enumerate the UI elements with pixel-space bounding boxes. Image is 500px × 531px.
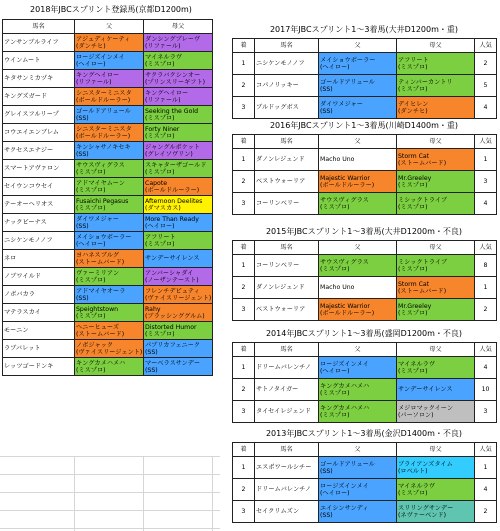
rank-cell: 1 [233,457,255,479]
sheet-gridline [0,528,220,529]
header-sire: 父 [319,343,397,357]
rank-cell: 2 [233,277,255,299]
sire-cell: Macho Uno [319,277,397,299]
header-rank: 着 [233,39,255,53]
sire-cell: ロージズインメイ (ヘイロー) [319,479,397,501]
sire-cell: Majestic Warrior (ボールドルーラー) [319,299,397,321]
table-row [3,340,213,358]
sheet-gridline [0,474,220,475]
header-horse: 馬名 [3,20,75,34]
rank-cell: 2 [233,171,255,193]
sire-cell: メイショウボーラー (ヘイロー) [75,232,144,250]
table-row [3,52,213,70]
popularity-cell: 1 [475,457,497,479]
sire-cell: ヴァーミリアン (ミスプロ) [75,268,144,286]
horse-name-cell: キングズガード [3,88,75,106]
table-row [233,255,497,277]
table-row [233,277,497,299]
dam-sire-cell: ティンバーカントリ (ミスプロ) [397,75,475,97]
horse-name-cell: ラブバレット [3,340,75,358]
horse-name-cell: セイウンコウセイ [3,178,75,196]
rank-cell: 2 [233,75,255,97]
dam-sire-cell: メジロマックイーン (パーソロン) [397,401,475,423]
header-dam-sire: 母父 [397,343,475,357]
popularity-cell: 8 [475,255,497,277]
sire-cell: アドマイヤオーラ (SS) [75,286,144,304]
horse-name-cell: グレイスフルリープ [3,106,75,124]
horse-name-cell: エスポワールシチー [255,457,319,479]
sire-cell: サウスヴィグラス (ミスプロ) [319,193,397,215]
popularity-cell: 2 [475,53,497,75]
horse-name-cell: コウエイエンブレム [3,124,75,142]
rank-cell: 3 [233,501,255,523]
horse-name-cell: テーオーヘリオス [3,196,75,214]
popularity-cell: 4 [475,193,497,215]
sire-cell: サウスヴィグラス (ミスプロ) [319,255,397,277]
sire-cell: ダイワメジャー (SS) [319,97,397,119]
table-header-row [233,39,497,53]
results-table [232,240,497,321]
horse-name-cell: キタサンミカヅキ [3,70,75,88]
table-row [233,457,497,479]
table-row [3,232,213,250]
header-sire: 父 [319,443,397,457]
table-row [3,124,213,142]
sire-cell: シニスターミニスタ (ボールドルーラー) [75,124,144,142]
header-horse: 馬名 [255,135,319,149]
results-table [232,134,497,215]
rank-cell: 1 [233,255,255,277]
sire-cell: キングカメハメハ (ミスプロ) [75,358,144,376]
results-caption: 2015年JBCスプリント1〜3着馬(大井D1200m・不良) [265,227,463,236]
table-row [3,142,213,160]
table-row [3,178,213,196]
horse-name-cell: マテラスカイ [3,304,75,322]
horse-name-cell: ブルドッグボス [255,97,319,119]
table-row [233,53,497,75]
horse-name-cell: セイクリムズン [255,501,319,523]
table-row [233,401,497,423]
sire-cell: ヨハネスブルグ (ストームバード) [75,250,144,268]
table-row [3,106,213,124]
horse-name-cell: ニシケンモノノフ [255,53,319,75]
sheet-gridline [143,456,144,531]
sire-cell: シニスターミニスタ (ボールドルーラー) [75,88,144,106]
sire-cell: ロージズインメイ (ヘイロー) [319,357,397,379]
table-row [233,75,497,97]
sire-cell: キングカメハメハ (ミスプロ) [319,401,397,423]
sire-cell: ダイワメジャー (SS) [75,214,144,232]
sire-cell: Speightstown (ミスプロ) [75,304,144,322]
horse-name-cell: レッツゴードンキ [3,358,75,376]
rank-cell: 2 [233,479,255,501]
header-horse: 馬名 [255,443,319,457]
popularity-cell: 3 [475,171,497,193]
table-row [3,214,213,232]
header-rank: 着 [233,343,255,357]
horse-name-cell: ノボバカラ [3,286,75,304]
sheet-gridline [0,510,220,511]
table-row [233,357,497,379]
sire-cell: Fusaichi Pegasus (ミスプロ) [75,196,144,214]
rank-cell: 3 [233,97,255,119]
main-table-caption: 2018年JBCスプリント登録馬(京都D1200m) [30,5,192,14]
table-row [3,358,213,376]
horse-name-cell: ベストウォーリア [255,171,319,193]
popularity-cell: 10 [475,379,497,401]
header-horse: 馬名 [255,241,319,255]
table-header-row [233,135,497,149]
dam-sire-cell: ミシックトライブ (ミスプロ) [397,255,475,277]
dam-sire-cell: Seeking the Gold (ミスプロ) [144,106,213,124]
header-popularity: 人気 [475,241,497,255]
horse-name-cell: ベストウォーリア [255,299,319,321]
horse-name-cell: ドリームバレンチノ [255,357,319,379]
table-header-row [233,241,497,255]
sire-cell: Macho Uno [319,149,397,171]
registered-horses-table [2,19,213,376]
header-popularity: 人気 [475,443,497,457]
horse-name-cell: ノブワイルド [3,268,75,286]
dam-sire-cell: Storm Cat (ストームバード) [397,277,475,299]
dam-sire-cell: Mr.Greeley (ミスプロ) [397,299,475,321]
table-row [3,34,213,52]
table-row [233,171,497,193]
sheet-gridline [74,456,75,531]
horse-name-cell: サトノタイガー [255,379,319,401]
table-row [233,97,497,119]
table-row [3,304,213,322]
table-header-row [233,343,497,357]
horse-name-cell: コパノリッキー [255,75,319,97]
horse-name-cell: ダノンレジェンド [255,277,319,299]
dam-sire-cell: Distorted Humor (ミスプロ) [144,322,213,340]
table-row [3,88,213,106]
horse-name-cell: ドリームバレンチノ [255,479,319,501]
dam-sire-cell: More Than Ready (ヘイロー) [144,214,213,232]
horse-name-cell: アンサンブルライフ [3,34,75,52]
dam-sire-cell: ブライアンズタイム (ロベルト) [397,457,475,479]
header-sire: 父 [319,241,397,255]
sire-cell: サウスヴィグラス (ミスプロ) [75,160,144,178]
header-horse: 馬名 [255,343,319,357]
popularity-cell: 2 [475,299,497,321]
results-table [232,442,497,523]
dam-sire-cell: Rahy (ブラッシンググルム) [144,304,213,322]
rank-cell: 3 [233,401,255,423]
dam-sire-cell: サンデーサイレンス [144,250,213,268]
dam-sire-cell: マイネルラヴ (ミスプロ) [397,479,475,501]
dam-sire-cell: Forty Niner (ミスプロ) [144,124,213,142]
sheet-gridline [0,456,220,457]
dam-sire-cell: アンバーシャダイ (ノーザンテースト) [144,268,213,286]
sire-cell: ゴールドアリュール (SS) [319,75,397,97]
table-header-row [233,443,497,457]
sire-cell: ノボジャック (ヴァイスリージェント) [76,341,143,356]
dam-sire-cell: Capote (ボールドルーラー) [144,178,213,196]
sire-cell: キングカメハメハ (ミスプロ) [319,379,397,401]
header-popularity: 人気 [475,343,497,357]
dam-sire-cell: Mr.Greeley (ミスプロ) [397,171,475,193]
results-caption: 2016年JBCスプリント1〜3着馬(川崎D1400m・重) [269,121,459,130]
sheet-gridline [212,456,213,531]
header-popularity: 人気 [475,135,497,149]
dam-sire-cell: サンデーサイレンス [397,379,475,401]
results-caption: 2017年JBCスプリント1〜3着馬(大井D1200m・重) [269,25,459,34]
sire-cell: ゴールドアリュール (SS) [75,106,144,124]
header-sire: 父 [319,39,397,53]
table-row [233,479,497,501]
table-header-row [3,20,213,34]
horse-name-cell: ダノンレジェンド [255,149,319,171]
dam-sire-cell: サクラバクシンオー (プリンスリーギフト) [144,70,213,88]
dam-sire-cell: パブリカフェニーク (SS) [144,340,213,358]
sheet-gridline [0,492,220,493]
horse-name-cell: モーニン [3,322,75,340]
dam-sire-cell: アフリート (ミスプロ) [144,232,213,250]
table-row [3,160,213,178]
results-table [232,38,497,119]
dam-sire-cell: デイヒレン (ダンチヒ) [397,97,475,119]
popularity-cell: 3 [475,401,497,423]
sire-cell: アジュディケーティ (ダンチヒ) [75,34,144,52]
rank-cell: 2 [233,379,255,401]
dam-sire-cell: アフリート (ミスプロ) [397,53,475,75]
header-sire: 父 [319,135,397,149]
header-dam-sire: 母父 [144,20,213,34]
table-row [233,149,497,171]
rank-cell: 3 [233,193,255,215]
rank-cell: 3 [233,299,255,321]
header-dam-sire: 母父 [397,39,475,53]
table-row [3,286,213,304]
horse-name-cell: サクセスエナジー [3,142,75,160]
horse-name-cell: コーリンベリー [255,255,319,277]
popularity-cell: 4 [475,97,497,119]
dam-sire-cell: フレンチデピュティ (ヴァイスリージェント) [145,287,212,302]
dam-sire-cell: ジャングルポケット (グレイソヴリン) [144,142,213,160]
table-row [3,250,213,268]
sire-cell: メイショウボーラー (ヘイロー) [319,53,397,75]
results-caption: 2014年JBCスプリント1〜3着馬(盛岡D1200m・不良) [265,329,463,338]
popularity-cell: 1 [475,277,497,299]
header-sire: 父 [75,20,144,34]
sire-cell: キングヘイロー (リファール) [75,70,144,88]
dam-sire-cell: ミシックトライブ (ミスプロ) [397,193,475,215]
popularity-cell: 4 [475,357,497,379]
table-row [3,268,213,286]
rank-cell: 1 [233,53,255,75]
horse-name-cell: ネロ [3,250,75,268]
header-dam-sire: 母父 [397,135,475,149]
table-row [3,70,213,88]
header-rank: 着 [233,241,255,255]
table-row [3,196,213,214]
popularity-cell: 1 [475,149,497,171]
dam-sire-cell: マイネルラヴ (ミスプロ) [144,52,213,70]
dam-sire-cell: Afternoon Deelites (ダマスカス) [144,196,213,214]
sire-cell: アドマイヤムーン (ミスプロ) [75,178,144,196]
sire-cell: エイシンサンディ (SS) [319,501,397,523]
dam-sire-cell: Storm Cat (ストームバード) [397,149,475,171]
table-row [3,322,213,340]
dam-sire-cell: キングヘイロー (リファール) [144,88,213,106]
header-dam-sire: 母父 [397,443,475,457]
header-horse: 馬名 [255,39,319,53]
table-row [233,501,497,523]
header-rank: 着 [233,135,255,149]
popularity-cell: 4 [475,479,497,501]
dam-sire-cell: マイネルラヴ (ミスプロ) [397,357,475,379]
sire-cell: ゴールドアリュール (SS) [319,457,397,479]
sire-cell: Majestic Warrior (ボールドルーラー) [319,171,397,193]
header-rank: 着 [233,443,255,457]
header-popularity: 人気 [475,39,497,53]
popularity-cell: 5 [475,75,497,97]
sire-cell: キンシャサノキセキ (SS) [75,142,144,160]
sire-cell: ロージズインメイ (ヘイロー) [75,52,144,70]
horse-name-cell: ニシケンモノノフ [3,232,75,250]
horse-name-cell: タイセイレジェンド [255,401,319,423]
rank-cell: 1 [233,149,255,171]
table-row [233,379,497,401]
dam-sire-cell: マーベラスサンデー (SS) [144,358,213,376]
results-caption: 2013年JBCスプリント1〜3着馬(金沢D1400m・不良) [265,429,463,438]
horse-name-cell: ウインムート [3,52,75,70]
horse-name-cell: コーリンベリー [255,193,319,215]
table-row [233,193,497,215]
table-row [233,299,497,321]
header-dam-sire: 母父 [397,241,475,255]
dam-sire-cell: ダンシングブレーヴ (リファール) [144,34,213,52]
rank-cell: 1 [233,357,255,379]
results-table [232,342,497,423]
dam-sire-cell: スリリングサンデー (ネヴァーベンド) [397,501,475,523]
horse-name-cell: ナックビーナス [3,214,75,232]
popularity-cell: 2 [475,501,497,523]
sire-cell: ヘニーヒューズ (ストームバード) [75,322,144,340]
horse-name-cell: スマートアヴァロン [3,160,75,178]
dam-sire-cell: スキャターザゴールド (ミスプロ) [144,160,213,178]
